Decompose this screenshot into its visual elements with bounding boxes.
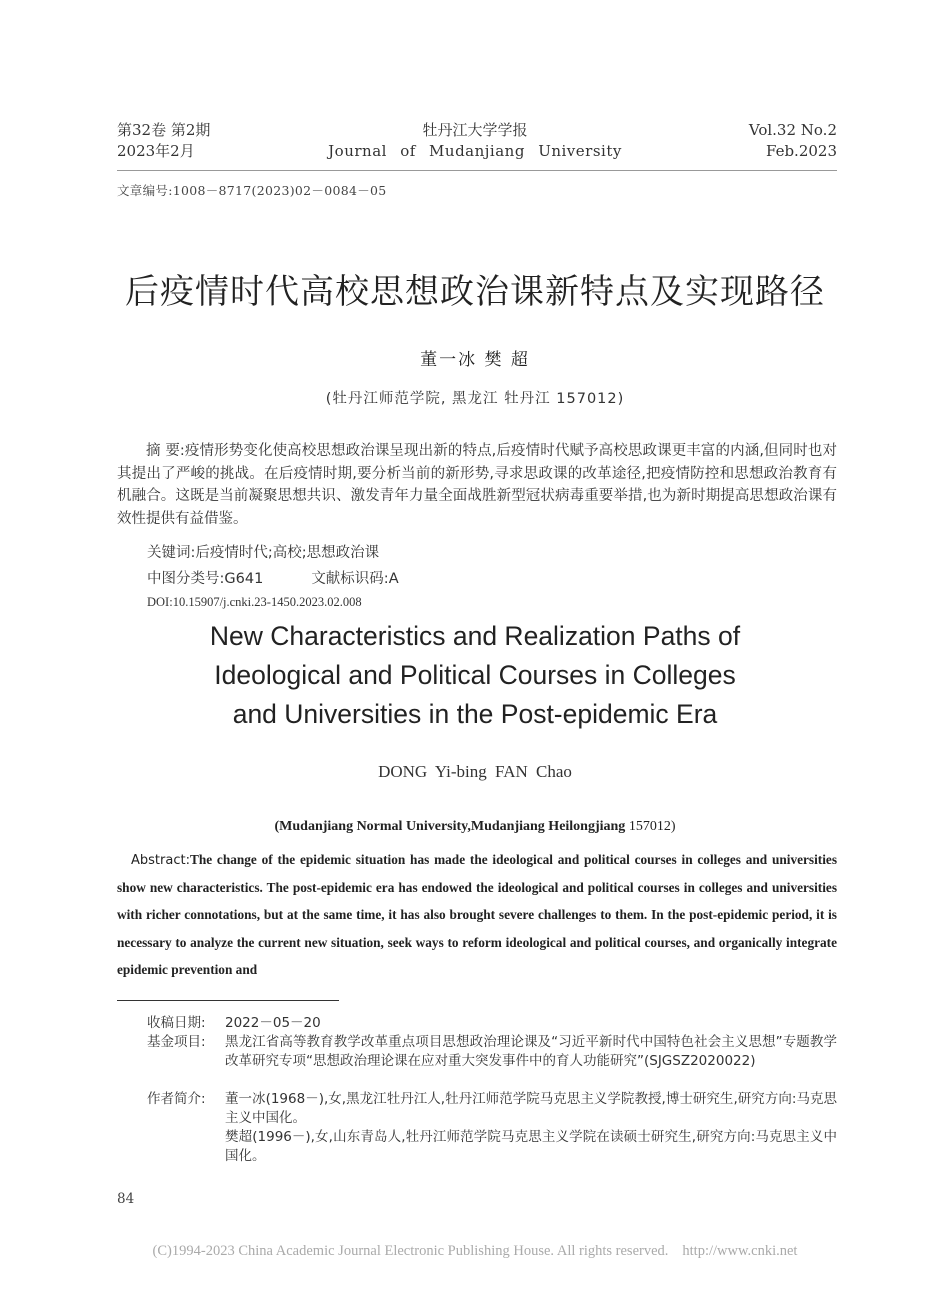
copyright-footer [0, 1243, 950, 1260]
copyright-text: (C)1994-2023 China Academic Journal Electronic Publishing House. All rights reserved. [152, 1243, 669, 1259]
authors-en: DONG Yi-bing FAN Chao [378, 762, 572, 781]
abstract-cn: 摘 要:疫情形势变化使高校思想政治课呈现出新的特点,后疫情时代赋予高校思政课更丰富的内涵,但同时也对其提出了严峻的挑战。在后疫情时期,要分析当前的新形势,寻求思政课的改革途径,把疫情防控和思想政治教育有机融合。这既是当前凝聚思想共识、激发青年力量全面战胜新型冠状病毒重要举措,也为新时期提高思想政治课有效性提供有益借鉴。 [117, 443, 837, 527]
affiliation-cn: (牡丹江师范学院, 黑龙江 牡丹江 157012) [325, 391, 625, 407]
title-en-line: Ideological and Political Courses in Colleges [214, 660, 736, 690]
keywords-cn: 关键词:后疫情时代;高校;思想政治课 [147, 545, 380, 561]
volume-issue: 第32卷 第2期 [117, 121, 211, 139]
authors-cn: 董一冰 樊 超 [420, 350, 530, 370]
classification-line [147, 567, 399, 588]
affiliation-en [0, 819, 950, 835]
paper-title-en [0, 617, 950, 734]
fund-label: 基金项目: [147, 1034, 206, 1050]
title-en-line: New Characteristics and Realization Paths of [209, 621, 741, 651]
journal-name-cn: 牡丹江大学学报 [422, 121, 528, 139]
document-code: 文献标识码:A [311, 571, 399, 587]
paper-title-cn: 后疫情时代高校思想政治课新特点及实现路径 [125, 272, 825, 312]
footnote-divider [117, 1000, 339, 1001]
doi: DOI:10.15907/j.cnki.23-1450.2023.02.008 [147, 595, 362, 609]
received-label: 收稿日期: [147, 1015, 206, 1031]
journal-name-en: Journal of Mudanjiang University [328, 142, 622, 160]
abstract-en-text: The change of the epidemic situation has made the ideological and political courses in colleges and universities show new characteristics. The post-epidemic era has endowed the ideological and political courses in colleges and universities with richer connotations, but at the same time, it has also brought severe challenges to them. In the post-epidemic period, it is necessary to analyze the current new situation, seek ways to reform ideological and political courses, and organically integrate epidemic prevention and [117, 852, 837, 977]
page-number: 84 [117, 1191, 135, 1207]
article-number: 文章编号:1008－8717(2023)02－0084－05 [117, 183, 387, 198]
volume-issue-en: Vol.32 No.2 [748, 121, 837, 139]
footnote-fund [147, 1033, 837, 1071]
affiliation-en-text: (Mudanjiang Normal University,Mudanjiang Heilongjiang [274, 819, 626, 834]
footnote-author [147, 1090, 837, 1128]
received-date: 2022－05－20 [225, 1015, 321, 1031]
affiliation-en-postcode: 157012) [628, 819, 676, 834]
author1-bio: 董一冰(1968－),女,黑龙江牡丹江人,牡丹江师范学院马克思主义学院教授,博士研究生,研究方向:马克思主义中国化。 [225, 1091, 837, 1126]
fund-text: 黑龙江省高等教育教学改革重点项目思想政治理论课及“习近平新时代中国特色社会主义思想”专题教学改革研究专项“思想政治理论课在应对重大突发事件中的育人功能研究”(SJGSZ2020022) [225, 1034, 837, 1069]
author-label: 作者简介: [147, 1091, 206, 1107]
title-en-line: and Universities in the Post-epidemic Era [232, 699, 718, 729]
footnote-received [147, 1014, 837, 1033]
clc-number: 中图分类号:G641 [147, 571, 264, 587]
abstract-en-label: Abstract: [131, 853, 190, 868]
header-divider [117, 170, 837, 171]
copyright-url[interactable]: http://www.cnki.net [682, 1243, 798, 1259]
header-right [749, 120, 837, 162]
author2-bio: 樊超(1996－),女,山东青岛人,牡丹江师范学院马克思主义学院在读硕士研究生,研究方向:马克思主义中国化。 [225, 1129, 837, 1164]
abstract-en [117, 846, 837, 983]
publication-date: 2023年2月 [117, 142, 195, 160]
publication-date-en: Feb.2023 [765, 142, 837, 160]
